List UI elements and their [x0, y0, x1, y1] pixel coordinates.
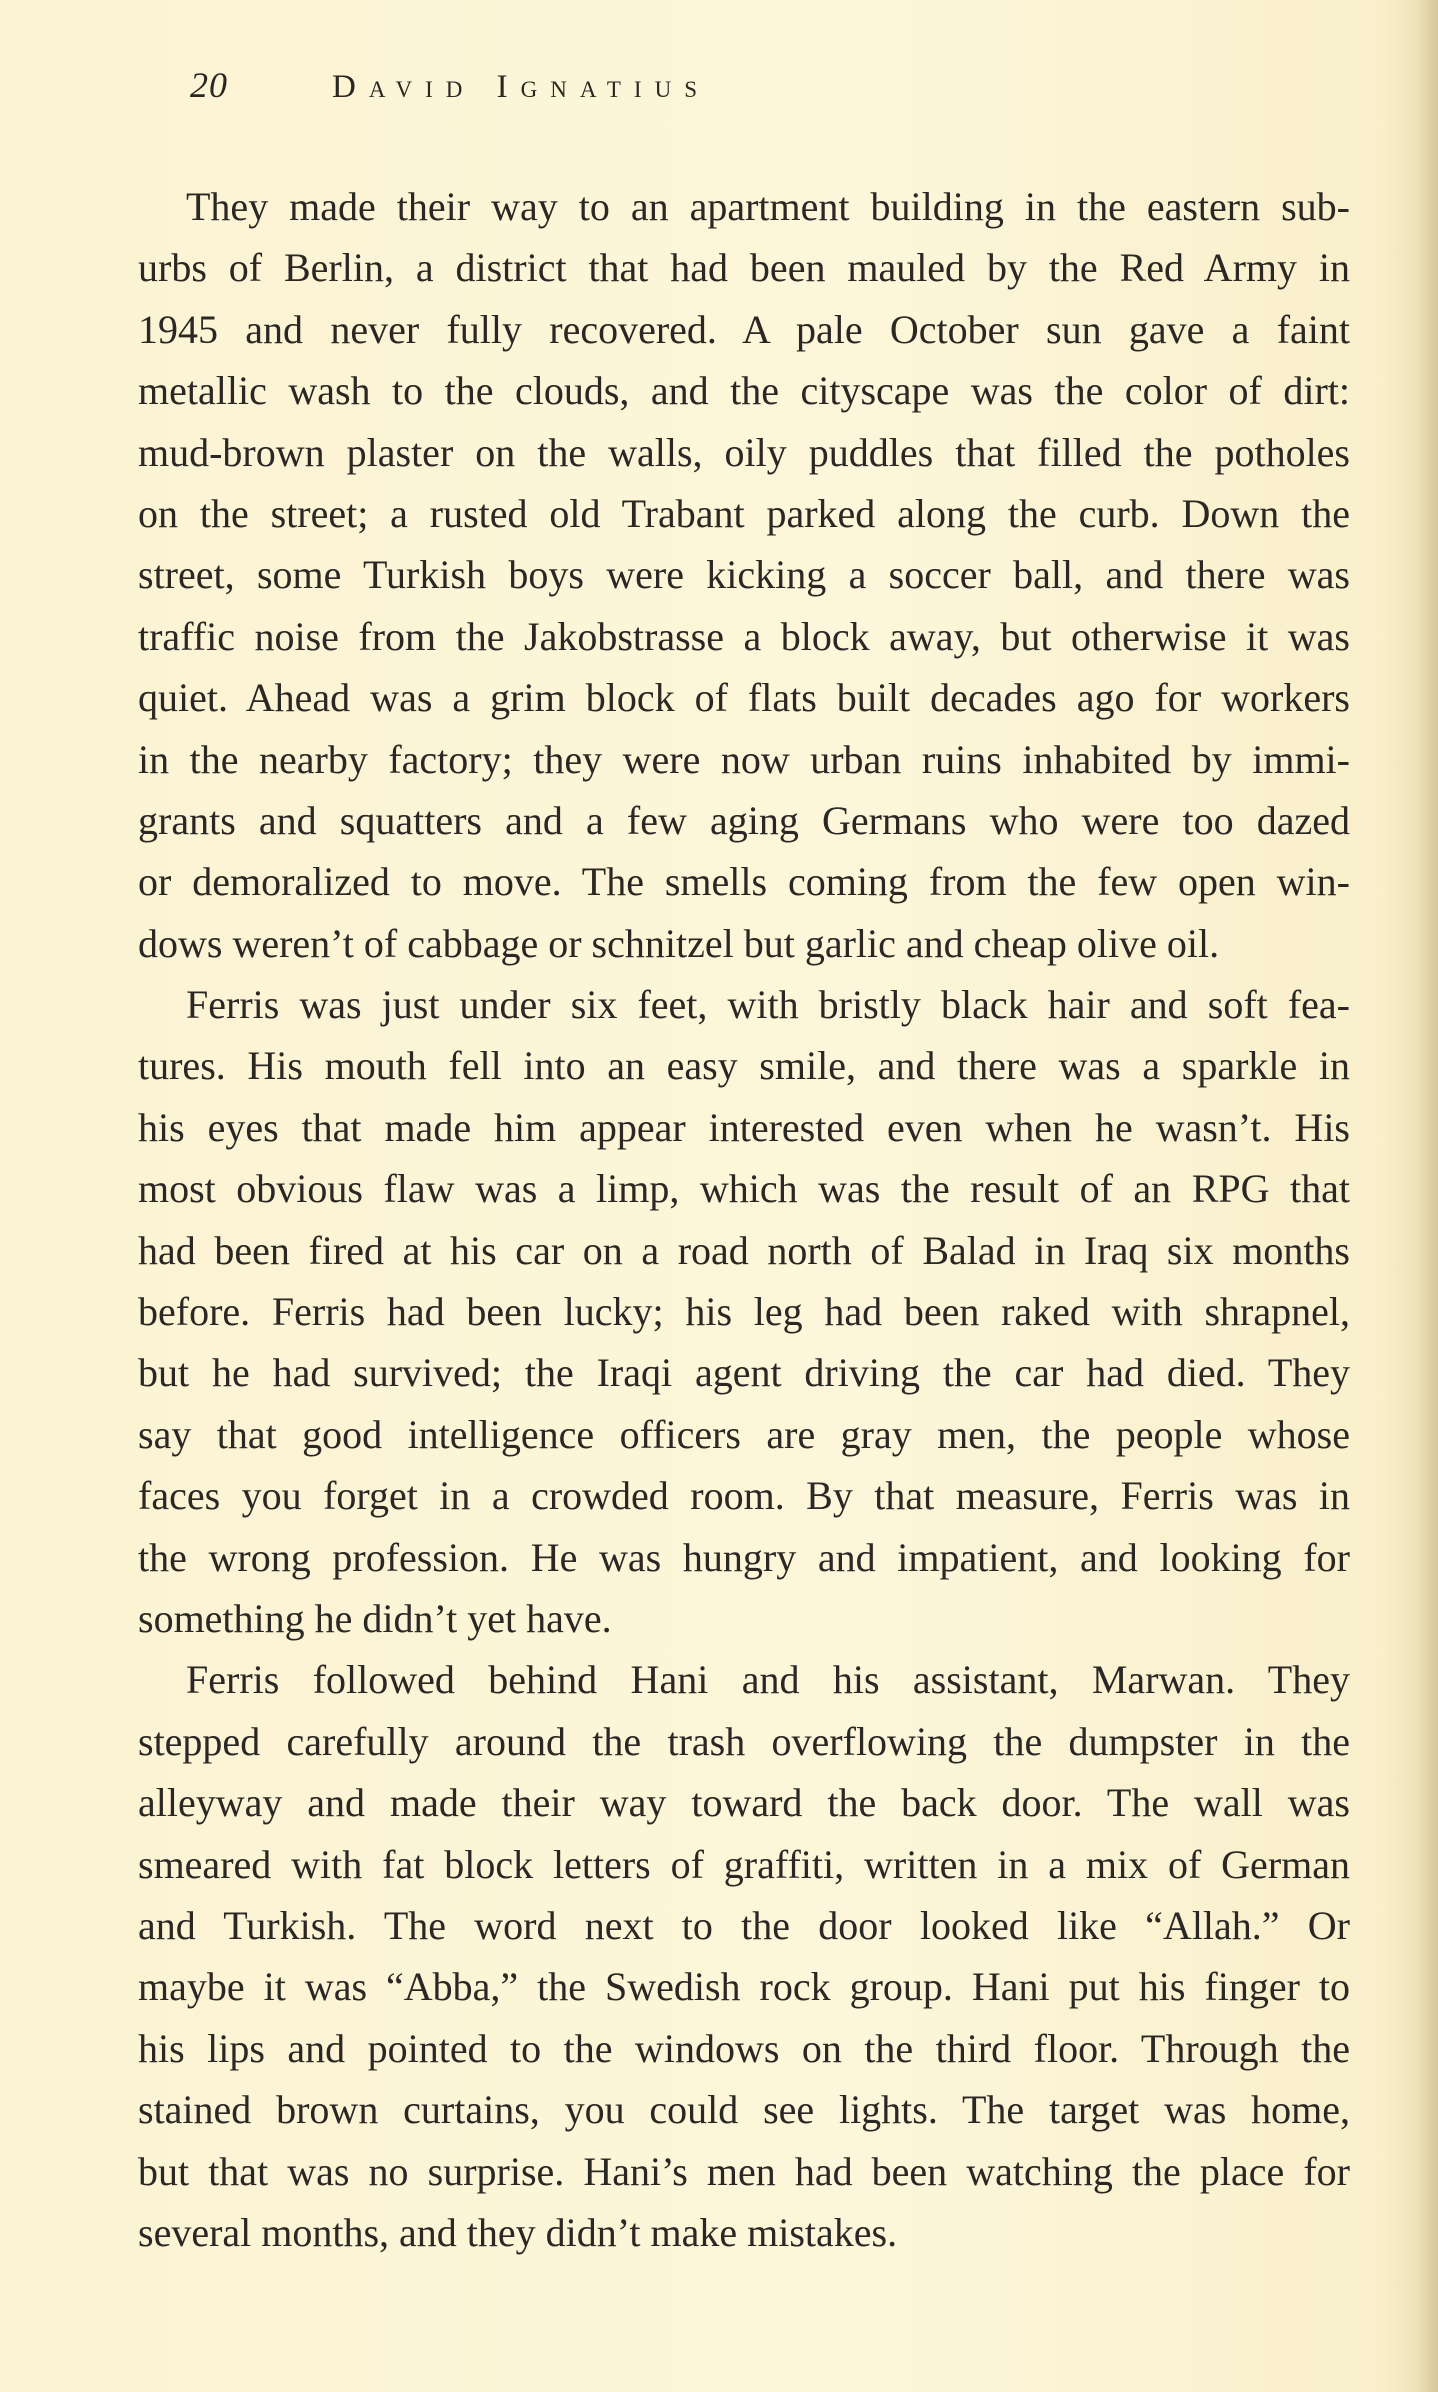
text-line: or demoralized to move. The smells coming from the few open win- [138, 859, 1350, 905]
text-line: maybe it was “Abba,” the Swedish rock group. Hani put his finger to [138, 1964, 1350, 2010]
text-line: before. Ferris had been lucky; his leg had been raked with shrapnel, [138, 1289, 1350, 1335]
text-line: tures. His mouth fell into an easy smile, and there was a sparkle in [138, 1043, 1350, 1089]
page-gutter-shadow [1416, 0, 1438, 2392]
text-line: in the nearby factory; they were now urban ruins inhabited by immi- [138, 736, 1350, 782]
running-head [190, 64, 710, 124]
text-line: street, some Turkish boys were kicking a soccer ball, and there was [138, 552, 1350, 598]
text-line: but he had survived; the Iraqi agent driving the car had died. They [138, 1350, 1350, 1396]
text-line: but that was no surprise. Hani’s men had been watching the place for [138, 2148, 1350, 2194]
text-line: the wrong profession. He was hungry and impatient, and looking for [138, 1534, 1350, 1580]
text-line: metallic wash to the clouds, and the cityscape was the color of dirt: [138, 368, 1350, 414]
text-line: traffic noise from the Jakobstrasse a block away, but otherwise it was [138, 613, 1350, 659]
paragraph-3 [138, 1649, 1350, 2263]
body-text [138, 176, 1350, 2263]
paragraph-1 [138, 176, 1350, 974]
text-line: urbs of Berlin, a district that had been mauled by the Red Army in [138, 245, 1350, 291]
text-line: quiet. Ahead was a grim block of flats built decades ago for workers [138, 675, 1350, 721]
text-line: had been fired at his car on a road north of Balad in Iraq six months [138, 1227, 1350, 1273]
text-line: and Turkish. The word next to the door looked like “Allah.” Or [138, 1902, 1350, 1948]
text-line: stained brown curtains, you could see lights. The target was home, [138, 2087, 1350, 2133]
text-line: They made their way to an apartment building in the eastern sub- [186, 184, 1350, 229]
text-line: his lips and pointed to the windows on the third floor. Through the [138, 2025, 1350, 2071]
text-line: smeared with fat block letters of graffiti, written in a mix of German [138, 1841, 1350, 1887]
text-line: say that good intelligence officers are gray men, the people whose [138, 1411, 1350, 1457]
text-line: mud-brown plaster on the walls, oily puddles that filled the potholes [138, 429, 1350, 475]
text-line: 1945 and never fully recovered. A pale October sun gave a faint [138, 306, 1350, 352]
text-line: Ferris followed behind Hani and his assistant, Marwan. They [186, 1657, 1350, 1703]
text-line: alleyway and made their way toward the back door. The wall was [138, 1780, 1350, 1826]
text-line: stepped carefully around the trash overflowing the dumpster in the [138, 1718, 1350, 1764]
text-line: most obvious flaw was a limp, which was the result of an RPG that [138, 1166, 1350, 1212]
paragraph-2 [138, 974, 1350, 1649]
page-number: 20 [190, 65, 228, 105]
text-line: on the street; a rusted old Trabant parked along the curb. Down the [138, 490, 1350, 536]
author-name: David Ignatius [332, 69, 710, 105]
text-line: his eyes that made him appear interested even when he wasn’t. His [138, 1104, 1350, 1150]
text-line: several months, and they didn’t make mistakes. [138, 2209, 898, 2255]
text-line: grants and squatters and a few aging Germans who were too dazed [138, 797, 1350, 843]
text-line: something he didn’t yet have. [138, 1595, 612, 1641]
text-line: faces you forget in a crowded room. By that measure, Ferris was in [138, 1473, 1350, 1519]
text-line: dows weren’t of cabbage or schnitzel but garlic and cheap olive oil. [138, 920, 1220, 966]
text-line: Ferris was just under six feet, with bristly black hair and soft fea- [186, 982, 1350, 1028]
